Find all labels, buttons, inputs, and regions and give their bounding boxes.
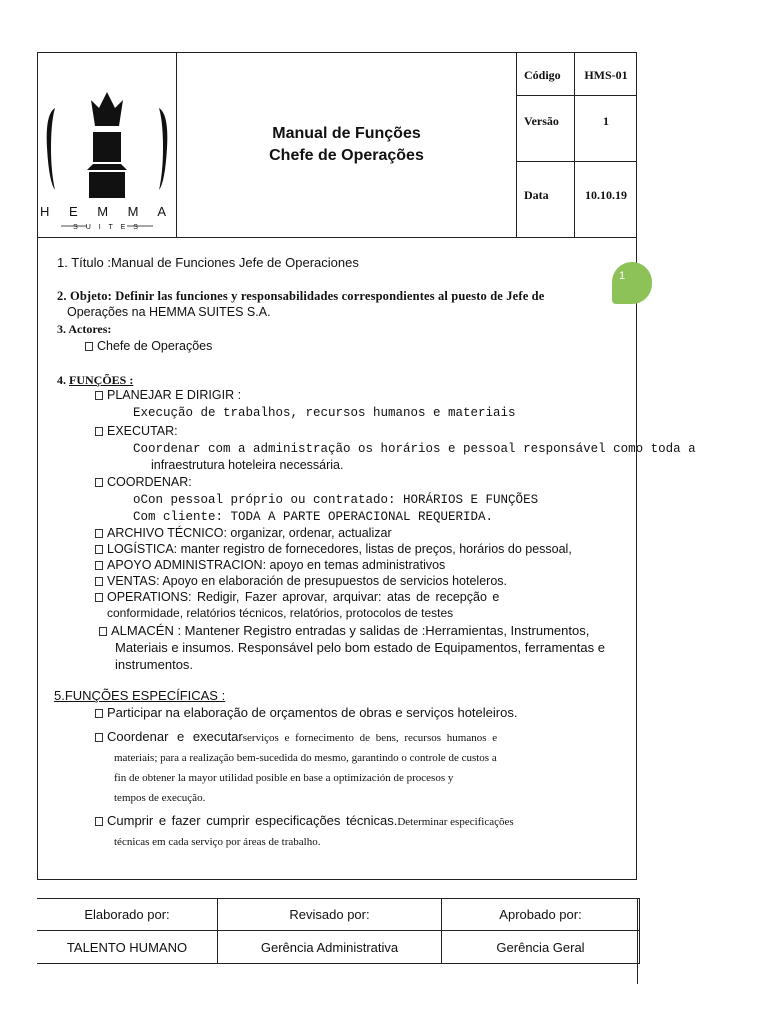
section-title: 1. Título :Manual de Funciones Jefe de Operaciones — [57, 255, 359, 270]
function-planejar-detail: Execução de trabalhos, recursos humanos e materiais — [133, 406, 516, 420]
comment-marker[interactable] — [612, 262, 652, 304]
function-planejar: PLANEJAR E DIRIGIR : — [95, 388, 241, 402]
function-almacen-cont2: instrumentos. — [115, 657, 194, 672]
meta-row-date — [517, 162, 637, 238]
function-logistica: LOGÍSTICA: manter registro de fornecedores, listas de preços, horários do pessoal, — [95, 542, 572, 556]
section-objective-cont: Operações na HEMMA SUITES S.A. — [67, 305, 271, 319]
version-label: Versão — [517, 96, 575, 161]
function-apoyo: APOYO ADMINISTRACION: apoyo en temas administrativos — [95, 558, 445, 572]
checkbox-icon — [99, 627, 107, 636]
function-operations-cont: conformidade, relatórios técnicos, relatórios, protocolos de testes — [107, 606, 454, 620]
code-value: HMS-01 — [584, 68, 628, 82]
section-objective: 2. Objeto: Definir las funciones y responsabilidades correspondientes al puesto de Jefe de — [57, 289, 545, 303]
specific-item-1: Participar na elaboração de orçamentos de obras e serviços hoteleiros. — [95, 705, 517, 720]
specific-item-3-cont: técnicas em cada serviço por áreas de trabalho. — [114, 836, 321, 848]
section-actors: 3. Actores: — [57, 322, 112, 336]
approval-table — [37, 898, 640, 964]
function-almacen: ALMACÉN : Mantener Registro entradas y salidas de :Herramientas, Instrumentos, — [99, 623, 589, 638]
checkbox-icon — [95, 593, 103, 602]
document-header — [37, 52, 637, 238]
function-almacen-cont: Materiais e insumos. Responsável pelo bom estado de Equipamentos, ferramentas e — [115, 640, 605, 655]
meta-table — [517, 52, 637, 238]
specific-item-2: Coordenar e executarserviços e fornecimento de bens, recursos humanos e — [95, 729, 497, 744]
meta-row-code — [517, 52, 637, 96]
meta-row-version — [517, 96, 637, 162]
logo-cell — [37, 52, 177, 238]
checkbox-icon — [95, 561, 103, 570]
checkbox-icon — [95, 391, 103, 400]
checkbox-icon — [85, 342, 93, 351]
specific-item-3: Cumprir e fazer cumprir especificações técnicas.Determinar especificações — [95, 813, 514, 828]
table-edge-line — [637, 898, 638, 984]
reviewed-by-label: Revisado por: — [218, 899, 442, 930]
function-operations: OPERATIONS: Redigir, Fazer aprovar, arquivar: atas de recepção e — [95, 590, 499, 604]
function-ventas: VENTAS: Apoyo en elaboración de presupuestos de servicios hoteleros. — [95, 574, 507, 588]
approved-by-label: Aprobado por: — [442, 899, 640, 930]
version-value: 1 — [603, 114, 609, 128]
function-executar-detail2: infraestrutura hoteleira necessária. — [151, 458, 344, 472]
comment-number: 1 — [619, 270, 626, 282]
logo-subword: S U I T E S — [73, 224, 141, 231]
checkbox-icon — [95, 817, 103, 826]
checkbox-icon — [95, 427, 103, 436]
elaborated-by-label: Elaborado por: — [37, 899, 218, 930]
elaborated-by-value: TALENTO HUMANO — [37, 931, 218, 963]
date-label: Data — [517, 162, 575, 238]
actor-item: Chefe de Operações — [85, 339, 212, 353]
specific-item-2-cont: materiais; para a realização bem-sucedida do mesmo, garantindo o controle de custos a — [114, 752, 497, 764]
checkbox-icon — [95, 577, 103, 586]
checkbox-icon — [95, 478, 103, 487]
function-coordenar-detail2: Com cliente: TODA A PARTE OPERACIONAL REQUERIDA. — [133, 510, 494, 524]
reviewed-by-value: Gerência Administrativa — [218, 931, 442, 963]
document-subtitle: Chefe de Operações — [269, 147, 424, 164]
function-coordenar-detail1: oCon pessoal próprio ou contratado: HORÁRIOS E FUNÇÕES — [133, 493, 539, 507]
checkbox-icon — [95, 529, 103, 538]
function-coordenar: COORDENAR: — [95, 475, 192, 489]
specific-item-2-cont3: tempos de execução. — [114, 792, 206, 804]
checkbox-icon — [95, 709, 103, 718]
specific-item-2-cont2: fin de obtener la mayor utilidad posible en base a optimización de procesos y — [114, 772, 454, 784]
logo-wordmark: H E M M A — [39, 204, 175, 219]
function-executar: EXECUTAR: — [95, 424, 178, 438]
approval-header-row — [37, 898, 640, 931]
date-value: 10.10.19 — [585, 188, 627, 202]
hemma-logo — [37, 52, 177, 238]
checkbox-icon — [95, 733, 103, 742]
function-archivo: ARCHIVO TÉCNICO: organizar, ordenar, actualizar — [95, 526, 392, 540]
approval-value-row — [37, 931, 640, 964]
section-functions: 4. FUNÇÕES : — [57, 373, 134, 387]
code-label: Código — [517, 52, 575, 95]
section-specific-functions: 5.FUNÇÕES ESPECÍFICAS : — [54, 688, 226, 703]
document-title: Manual de Funções — [272, 125, 421, 142]
approved-by-value: Gerência Geral — [442, 931, 640, 963]
checkbox-icon — [95, 545, 103, 554]
document-title-cell — [177, 52, 517, 238]
function-executar-detail: Coordenar com a administração os horários e pessoal responsável como toda a — [133, 442, 696, 456]
